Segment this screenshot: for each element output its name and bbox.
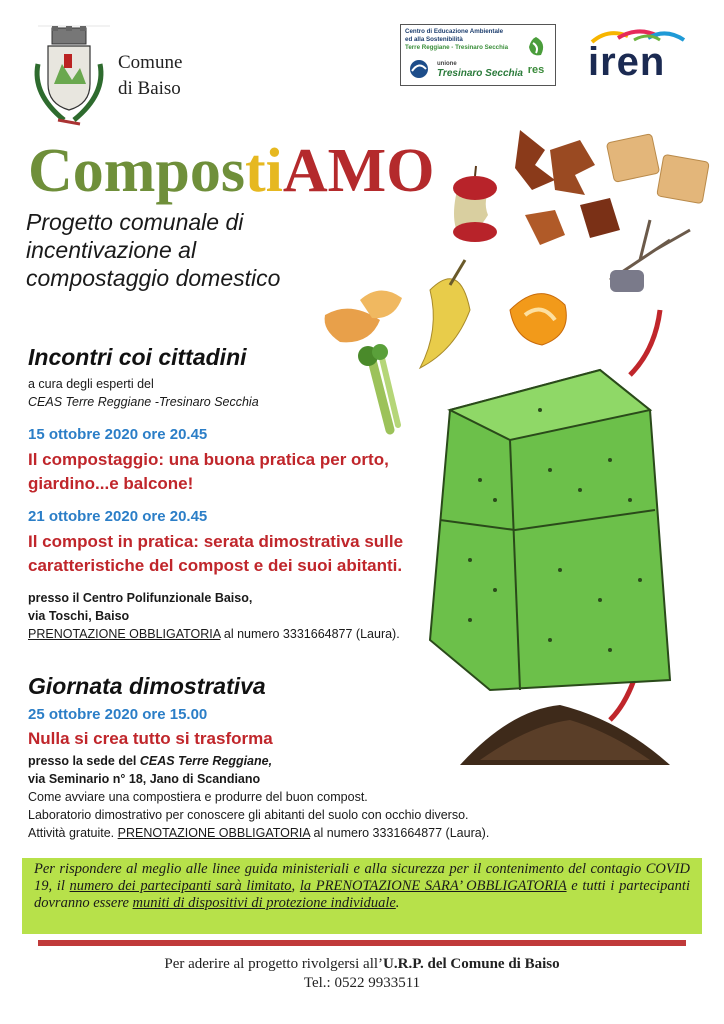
res-logo [521,35,551,76]
unione-small: unione [437,61,457,67]
comune-coat-of-arms [28,24,110,130]
subtitle-line3: compostaggio domestico [26,265,281,291]
covid-notice-box [22,858,702,934]
ceas-logo [400,24,556,86]
iren-logo [588,26,688,82]
subtitle-line1: Progetto comunale di [26,209,244,235]
giornata-title: Nulla si crea tutto si trasforma [28,729,273,748]
footer-phone: Tel.: 0522 9933511 [303,975,421,991]
footer-line1 [0,955,724,974]
page-subtitle [26,208,326,292]
apple-core-icon [453,166,497,242]
covid-underline-2: la PRENOTAZIONE SARA’ OBBLIGATORIA [299,878,567,894]
giornata-date: 25 ottobre 2020 ore 15.00 [28,706,208,723]
ceas-line2: ed alla Sostenibilità [405,36,463,43]
giornata-details [28,752,548,842]
incontri-by-line1: a cura degli esperti del [28,377,154,391]
iren-label: iren [588,40,666,84]
event2-date: 21 ottobre 2020 ore 20.45 [28,508,208,525]
event1-title-line2: giardino...e balcone! [28,474,194,493]
giornata-venue-line1 [28,752,548,770]
compost-bin-icon [430,370,670,690]
covid-underline-1: numero dei partecipanti sarà limitato [69,878,292,894]
comune-name [118,50,182,102]
incontri-venue-line1: presso il Centro Polifunzionale Baiso, [28,591,253,605]
title-part-compos: Compos [28,137,246,205]
compost-illustration [310,120,710,770]
subtitle-line2: incentivazione al [26,237,197,263]
giornata-booking-rest: al numero 3331664877 (Laura). [310,826,490,840]
event2-title-line2: caratteristiche del compost e dei suoi abitanti. [28,556,403,575]
giornata-desc1: Come avviare una compostiera e produrre del buon compost. [28,790,368,804]
incontri-by [28,375,259,411]
covid-text-1: Per rispondere al meglio alle linee guida ministeriali e alla sicurezza per il contenimento del contagio COVID 19, il [34,861,690,894]
covid-underline-3: muniti di dispositivi di protezione individuale [132,895,396,911]
footer-urp: U.R.P. del Comune di Baiso [383,956,560,972]
covid-text-4: . [395,895,400,911]
incontri-venue [28,589,400,643]
pruning-branch-icon [610,220,690,292]
event1-title [28,448,389,496]
giornata-booking-label: PRENOTAZIONE OBBLIGATORIA [117,826,311,840]
giornata-desc3-prefix: Attività gratuite. [28,826,118,840]
covid-text-2: , [291,878,300,894]
crackers-icon [606,134,709,204]
ceas-text [405,28,515,52]
giornata-booking [28,824,548,842]
giornata-venue-prefix: presso la sede del [28,754,140,768]
orange-peel-icon [510,294,566,345]
footer [0,955,724,993]
ceas-line1: Centro di Educazione Ambientale [405,28,504,35]
giornata-desc2: Laboratorio dimostrativo per conoscere gli abitanti del suolo con occhio diverso. [28,808,469,822]
incontri-booking-label: PRENOTAZIONE OBBLIGATORIA [28,627,221,641]
event1-date: 15 ottobre 2020 ore 20.45 [28,426,208,443]
res-label: res [527,64,545,76]
oak-leaves-icon [515,130,620,245]
res-leaf-icon [523,35,549,59]
event1-title-line1: Il compostaggio: una buona pratica per orto, [28,450,389,469]
tresinaro-swirl-icon [407,59,431,79]
giornata-heading: Giornata dimostrativa [28,673,266,699]
covid-notice-text [34,861,690,912]
incontri-venue-line2: via Toschi, Baiso [28,609,130,623]
title-part-amo: AMO [282,137,435,205]
unione-logo [437,59,523,79]
comune-line1: Comune [118,52,183,73]
banana-peel-icon [420,260,470,368]
ceas-line3: Terre Reggiane - Tresinaro Secchia [405,44,509,51]
giornata-venue-line2: via Seminario n° 18, Jano di Scandiano [28,772,261,786]
giornata-venue-name: CEAS Terre Reggiane, [139,754,273,768]
incontri-heading: Incontri coi cittadini [28,344,247,370]
covid-text-3: e tutti i partecipanti dovranno essere [34,878,690,911]
celery-icon [358,344,398,430]
unione-name: Tresinaro Secchia [437,68,523,79]
title-part-ti: ti [245,137,283,205]
incontri-booking-rest: al numero 3331664877 (Laura). [220,627,400,641]
incontri-by-line2: CEAS Terre Reggiane -Tresinaro Secchia [28,395,259,409]
event2-title [28,530,403,578]
divider-line [38,940,686,946]
egg-shells-icon [325,290,402,342]
incontri-booking [28,625,400,643]
comune-line2: di Baiso [118,78,181,99]
event2-title-line1: Il compost in pratica: serata dimostrativa sulle [28,532,404,551]
footer-prefix: Per aderire al progetto rivolgersi all’ [164,956,384,972]
